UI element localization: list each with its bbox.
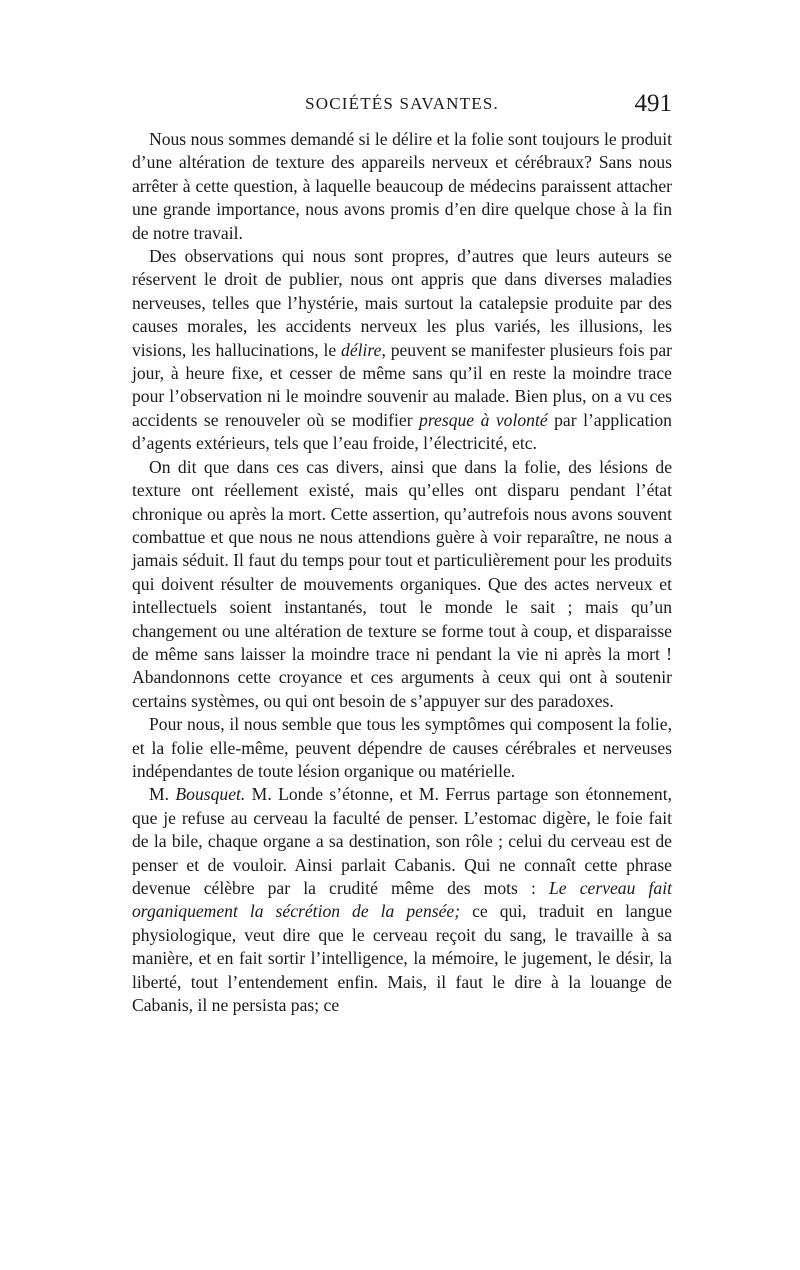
text-run: Des observations qui nous sont propres, d’autres que leurs auteurs se réservent le droit de publier, nous ont appris que dans diverses maladies nerveuses, telles que l’hystérie, mais surtout la catalepsie produite par des causes morales, les accidents nerveux les plus variés, les illusions, les visions, les hallucinations, le (132, 246, 672, 360)
body-text (132, 128, 672, 1017)
text-run: par l’application d’agents extérieurs, tels que l’eau froide, l’électricité, etc. (132, 409, 672, 454)
running-title: SOCIÉTÉS SAVANTES. (305, 94, 499, 113)
paragraph (132, 245, 672, 456)
text-run: M. Londe s’étonne, et M. Ferrus partage son étonnement, que je refuse au cerveau la faculté de penser. L’estomac digère, le foie fait de la bile, chaque organe a sa destination, son rôle ; celui du cerveau est de penser et de vouloir. Ainsi parlait Cabanis. Qui ne connaît cette phrase devenue célèbre par la crudité même des mots : (132, 784, 672, 898)
book-page (132, 90, 672, 1017)
speaker-name: Bousquet. (175, 784, 246, 805)
paragraph: Pour nous, il nous semble que tous les symptômes qui composent la folie, et la folie elle-même, peuvent dépendre de causes cérébrales et nerveuses indépendantes de toute lésion organique ou matérielle. (132, 714, 672, 781)
italic-run: presque à volonté (419, 409, 548, 430)
italic-quote: Le cerveau fait organiquement la sécrétion de la pensée; (132, 878, 672, 922)
paragraph: Nous nous sommes demandé si le délire et la folie sont toujours le produit d’une altération de texture des appareils nerveux et cérébraux? Sans nous arrêter à cette question, à laquelle beaucoup de médecins paraissent attacher une grande importance, nous avons promis d’en dire quelque chose à la fin de notre travail. (132, 129, 672, 243)
page-number: 491 (634, 90, 672, 117)
italic-run: délire (341, 339, 382, 360)
text-run: ce qui, traduit en langue physiologique, veut dire que le cerveau reçoit du sang, le travaille à sa manière, et en fait sortir l’intelligence, la mémoire, le jugement, le désir, la liberté, tout l’entendement enfin. Mais, il faut le dire à la louange de Cabanis, il ne persista pas; ce (132, 901, 673, 1016)
text-run: M. (149, 784, 176, 805)
text-run: , peuvent se manifester plusieurs fois par jour, à heure fixe, et cesser de même sans qu’il en reste la moindre trace pour l’observation ni le moindre souvenir au malade. Bien plus, on a vu ces accidents se renouveler où se modifier (132, 339, 672, 430)
running-head (132, 90, 672, 126)
paragraph (132, 783, 672, 1017)
paragraph: On dit que dans ces cas divers, ainsi que dans la folie, des lésions de texture ont réellement existé, mais qu’elles ont disparu pendant l’état chronique ou après la mort. Cette assertion, qu’autrefois nous avons souvent combattue et que nous ne nous attendions guère à voir reparaître, ne nous a jamais séduit. Il faut du temps pour tout et particulièrement pour les produits qui doivent résulter de mouvements organiques. Que des actes nerveux et intellectuels soient instantanés, tout le monde le sait ; mais qu’un changement ou une altération de texture se forme tout à coup, et disparaisse de même sans laisser la moindre trace ni pendant la vie ni après la mort ! Abandonnons cette croyance et ces arguments à ceux qui ont à soutenir certains systèmes, ou qui ont besoin de s’appuyer sur des paradoxes. (132, 456, 672, 711)
